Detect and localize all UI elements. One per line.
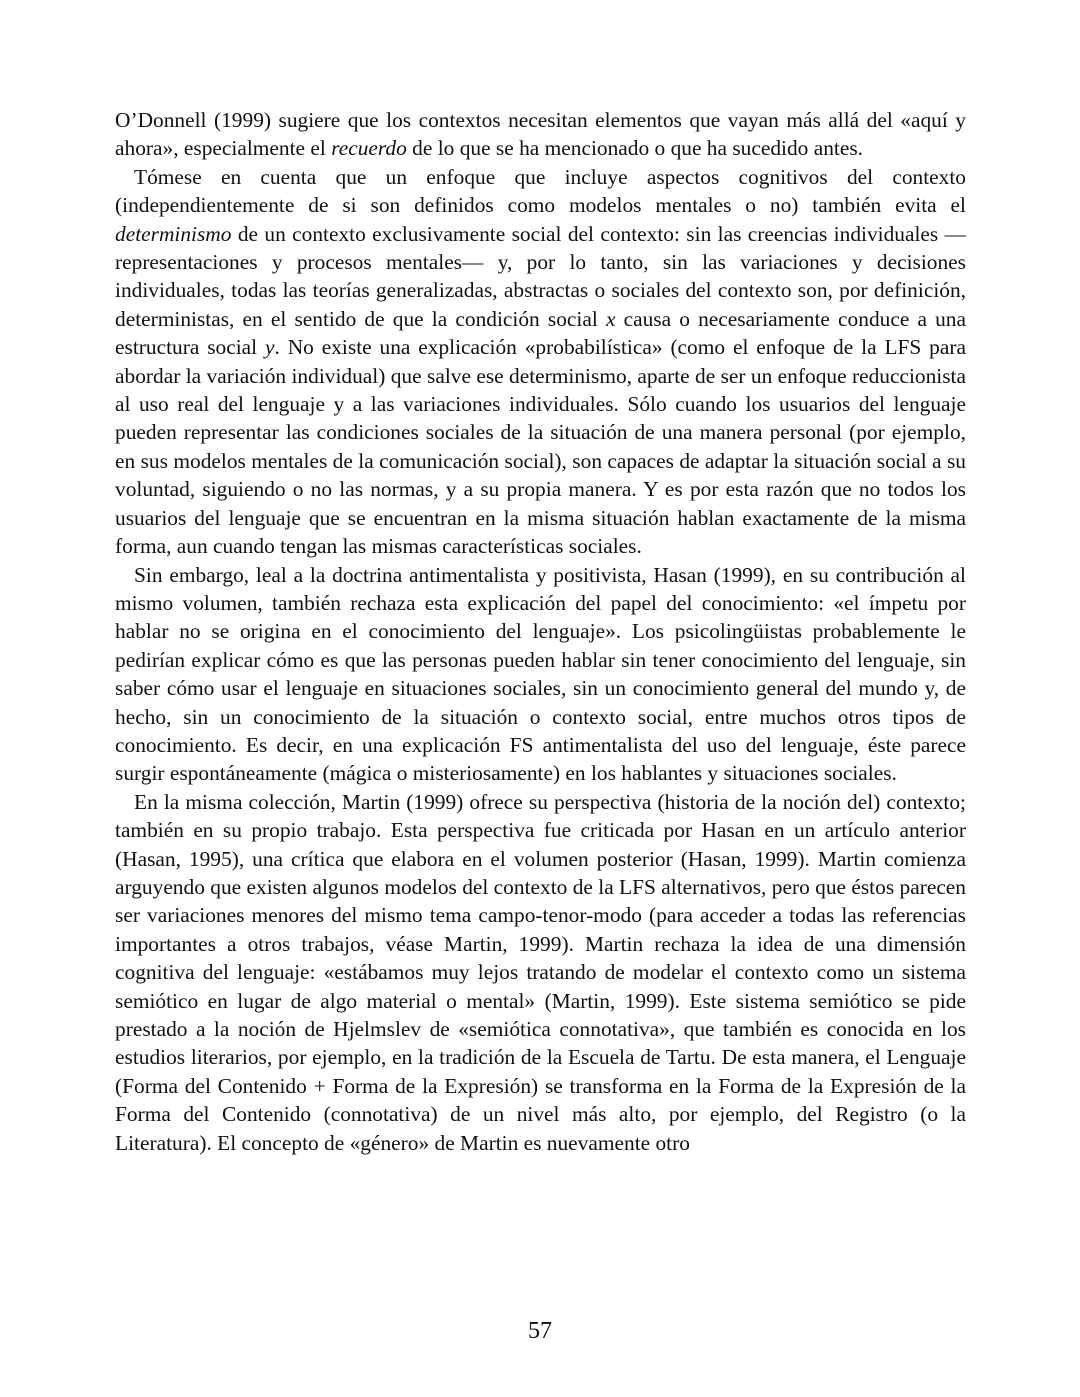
page-number: 57 xyxy=(528,1318,552,1344)
text-run: . No existe una explicación «probabilística» (como el enfoque de la LFS para abordar la variación individual) que salve ese determinismo, aparte de ser un enfoque reduccionista al uso real del lenguaje y a las variaciones individuales. Sólo cuando los usuarios del lenguaje pueden representar las condiciones sociales de la situación de una manera personal (por ejemplo, en sus modelos mentales de la comunicación social), son capaces de adaptar la situación social a su voluntad, siguiendo o no las normas, y a su propia manera. Y es por esta razón que no todos los usuarios del lenguaje que se encuentran en la misma situación hablan exactamente de la misma forma, aun cuando tengan las mismas características sociales. xyxy=(115,335,966,559)
paragraph xyxy=(115,163,966,561)
document-page-body xyxy=(115,106,966,1157)
italic-text-run: determinismo xyxy=(115,221,232,246)
text-run: de lo que se ha mencionado o que ha sucedido antes. xyxy=(406,136,864,161)
text-run: Sin embargo, leal a la doctrina antimentalista y positivista, Hasan (1999), en su contribución al mismo volumen, también rechaza esta explicación del papel del conocimiento: «el ímpetu por hablar no se origina en el conocimiento del lenguaje». Los psicolingüistas probablemente le pedirían explicar cómo es que las personas pueden hablar sin tener conocimiento del lenguaje, sin saber cómo usar el lenguaje en situaciones sociales, sin un conocimiento general del mundo y, de hecho, sin un conocimiento de la situación o contexto social, entre muchos otros tipos de conocimiento. Es decir, en una explicación FS antimentalista del uso del lenguaje, éste parece surgir espontáneamente (mágica o misteriosamente) en los hablantes y situaciones sociales. xyxy=(115,562,966,786)
text-run: Tómese en cuenta que un enfoque que incluye aspectos cognitivos del contexto (independientemente de si son definidos como modelos mentales o no) también evita el xyxy=(115,164,966,218)
text-run: de un contexto exclusivamente social del contexto: sin las creencias individuales —representaciones y procesos mentales— y, por lo tanto, sin las variaciones y decisiones individuales, todas las teorías generalizadas, abstractas o sociales del contexto son, por definición, deterministas, en el sentido de que la condición social xyxy=(115,221,966,331)
italic-text-run: recuerdo xyxy=(331,136,407,161)
paragraph xyxy=(115,106,966,163)
text-run: En la misma colección, Martin (1999) ofrece su perspectiva (historia de la noción del) contexto; también en su propio trabajo. Esta perspectiva fue criticada por Hasan en un artículo anterior (Hasan, 1995), una crítica que elabora en el volumen posterior (Hasan, 1999). Martin comienza arguyendo que existen algunos modelos del contexto de la LFS alternativos, pero que éstos parecen ser variaciones menores del mismo tema campo-tenor-modo (para acceder a todas las referencias importantes a otros trabajos, véase Martin, 1999). Martin rechaza la idea de una dimensión cognitiva del lenguaje: «estábamos muy lejos tratando de modelar el contexto como un sistema semiótico en lugar de algo material o mental» (Martin, 1999). Este sistema semiótico se pide prestado a la noción de Hjelmslev de «semiótica connotativa», que también es conocida en los estudios literarios, por ejemplo, en la tradición de la Escuela de Tartu. De esta manera, el Lenguaje (Forma del Contenido + Forma de la Expresión) se transforma en la Forma de la Expresión de la Forma del Contenido (connotativa) de un nivel más alto, por ejemplo, del Registro (o la Literatura). El concepto de «género» de Martin es nuevamente otro xyxy=(115,789,966,1155)
paragraph xyxy=(115,561,966,788)
text-run: causa o necesariamente conduce a una estructura social xyxy=(115,306,966,360)
text-run: O’Donnell (1999) sugiere que los contextos necesitan elementos que vayan más allá del «aquí y ahora», especialmente el xyxy=(115,108,966,161)
italic-text-run: x xyxy=(605,306,616,331)
italic-text-run: y xyxy=(264,335,275,360)
paragraph xyxy=(115,788,966,1157)
